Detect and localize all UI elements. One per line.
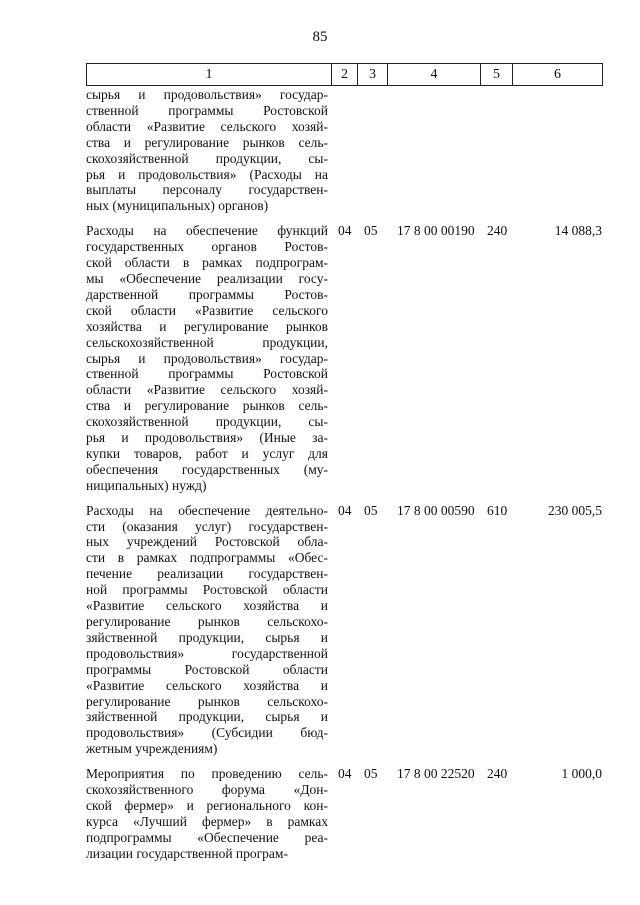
description-line: жетным учреждениям)	[86, 741, 218, 757]
description-line: скохозяйственной продукции, сы-	[86, 414, 328, 430]
description-line: сырья и продовольствия» государ-	[86, 350, 328, 366]
description-line: ной программы Ростовской области	[86, 582, 328, 598]
description-line: мы «Обеспечение реализации госу-	[86, 270, 328, 286]
description-line: ных учреждений Ростовской обла-	[86, 534, 328, 550]
description-line: ниципальных) нужд)	[86, 477, 207, 493]
description-line: выплаты персоналу государствен-	[86, 182, 328, 198]
row-amount: 230 005,5	[548, 502, 602, 518]
description-line: ской области в рамках подпрограм-	[86, 255, 328, 271]
description-line: ных (муниципальных) органов)	[86, 198, 269, 214]
row-section-code: 04	[338, 766, 352, 782]
description-line: печение реализации государствен-	[86, 566, 328, 582]
description-line: ственной программы Ростовской	[86, 366, 328, 382]
header-col-3: 3	[358, 64, 388, 86]
description-line: курса «Лучший фермер» в рамках	[86, 813, 328, 829]
description-line: «Развитие сельского хозяйства и	[86, 677, 328, 693]
header-col-5: 5	[481, 64, 513, 86]
row-target-article: 17 8 00 00190	[397, 223, 475, 239]
description-line: дарственной программы Ростов-	[86, 286, 328, 302]
description-line: государственных органов Ростов-	[86, 239, 328, 255]
description-line: Расходы на обеспечение деятельно-	[86, 502, 328, 518]
description-line: подпрограммы «Обеспечение реа-	[86, 829, 328, 845]
description-line: регулирование рынков сельскохо-	[86, 614, 328, 629]
description-line: рья и продовольствия» (Иные за-	[86, 430, 328, 446]
description-line: скохозяйственной продукции, сы-	[86, 150, 328, 166]
row-amount: 14 088,3	[554, 223, 602, 239]
description-line: продовольствия» (Субсидии бюд-	[86, 725, 328, 741]
header-col-1: 1	[87, 64, 332, 86]
header-col-4: 4	[388, 64, 481, 86]
description-line: ской области «Развитие сельского	[86, 302, 328, 318]
description-line: области «Развитие сельского хозяй-	[86, 118, 328, 134]
description-line: сти (оказания услуг) государствен-	[86, 518, 328, 534]
table-header	[86, 63, 603, 86]
description-line: рья и продовольствия» (Расходы на	[86, 166, 328, 182]
description-line: ства и регулирование рынков сель-	[86, 398, 328, 414]
row-description	[86, 87, 328, 214]
table-row	[86, 87, 602, 214]
description-line: продовольствия» государственной	[86, 645, 328, 661]
table-body	[86, 87, 602, 871]
description-line: программы Ростовской области	[86, 661, 328, 677]
description-line: хозяйства и регулирование рынков	[86, 318, 328, 334]
row-expense-type: 240	[487, 223, 508, 239]
row-amount: 1 000,0	[561, 766, 602, 782]
row-description	[86, 503, 328, 758]
page-number: 85	[312, 29, 328, 45]
description-line: Мероприятия по проведению сель-	[86, 766, 328, 782]
description-line: зяйственной продукции, сырья и	[86, 629, 328, 645]
table-row	[86, 223, 602, 493]
row-target-article: 17 8 00 00590	[397, 502, 475, 518]
description-line: ственной программы Ростовской	[86, 102, 328, 118]
description-line: обеспечения государственных (му-	[86, 461, 328, 477]
description-line: Расходы на обеспечение функций	[86, 223, 328, 239]
row-subsection-code: 05	[364, 766, 378, 782]
description-line: регулирование рынков сельскохо-	[86, 693, 328, 709]
row-expense-type: 240	[487, 766, 508, 782]
description-line: области «Развитие сельского хозяй-	[86, 382, 328, 398]
row-target-article: 17 8 00 22520	[397, 766, 475, 782]
description-line: сырья и продовольствия» государ-	[86, 87, 328, 102]
row-subsection-code: 05	[364, 223, 378, 239]
row-expense-type: 610	[487, 502, 508, 518]
row-section-code: 04	[338, 502, 352, 518]
row-description	[86, 223, 328, 493]
row-description	[86, 766, 328, 861]
description-line: сти в рамках подпрограммы «Обес-	[86, 550, 328, 566]
header-col-6: 6	[513, 64, 603, 86]
description-line: зяйственной продукции, сырья и	[86, 709, 328, 725]
table-row	[86, 766, 602, 861]
description-line: «Развитие сельского хозяйства и	[86, 598, 328, 614]
table-row	[86, 503, 602, 758]
header-col-2: 2	[332, 64, 358, 86]
row-subsection-code: 05	[364, 502, 378, 518]
description-line: ской фермер» и регионального кон-	[86, 797, 328, 813]
row-section-code: 04	[338, 223, 352, 239]
description-line: скохозяйственного форума «Дон-	[86, 782, 328, 798]
description-line: лизации государственной програм-	[86, 845, 288, 861]
description-line: сельскохозяйственной продукции,	[86, 334, 328, 350]
description-line: купки товаров, работ и услуг для	[86, 445, 328, 461]
description-line: ства и регулирование рынков сель-	[86, 134, 328, 150]
